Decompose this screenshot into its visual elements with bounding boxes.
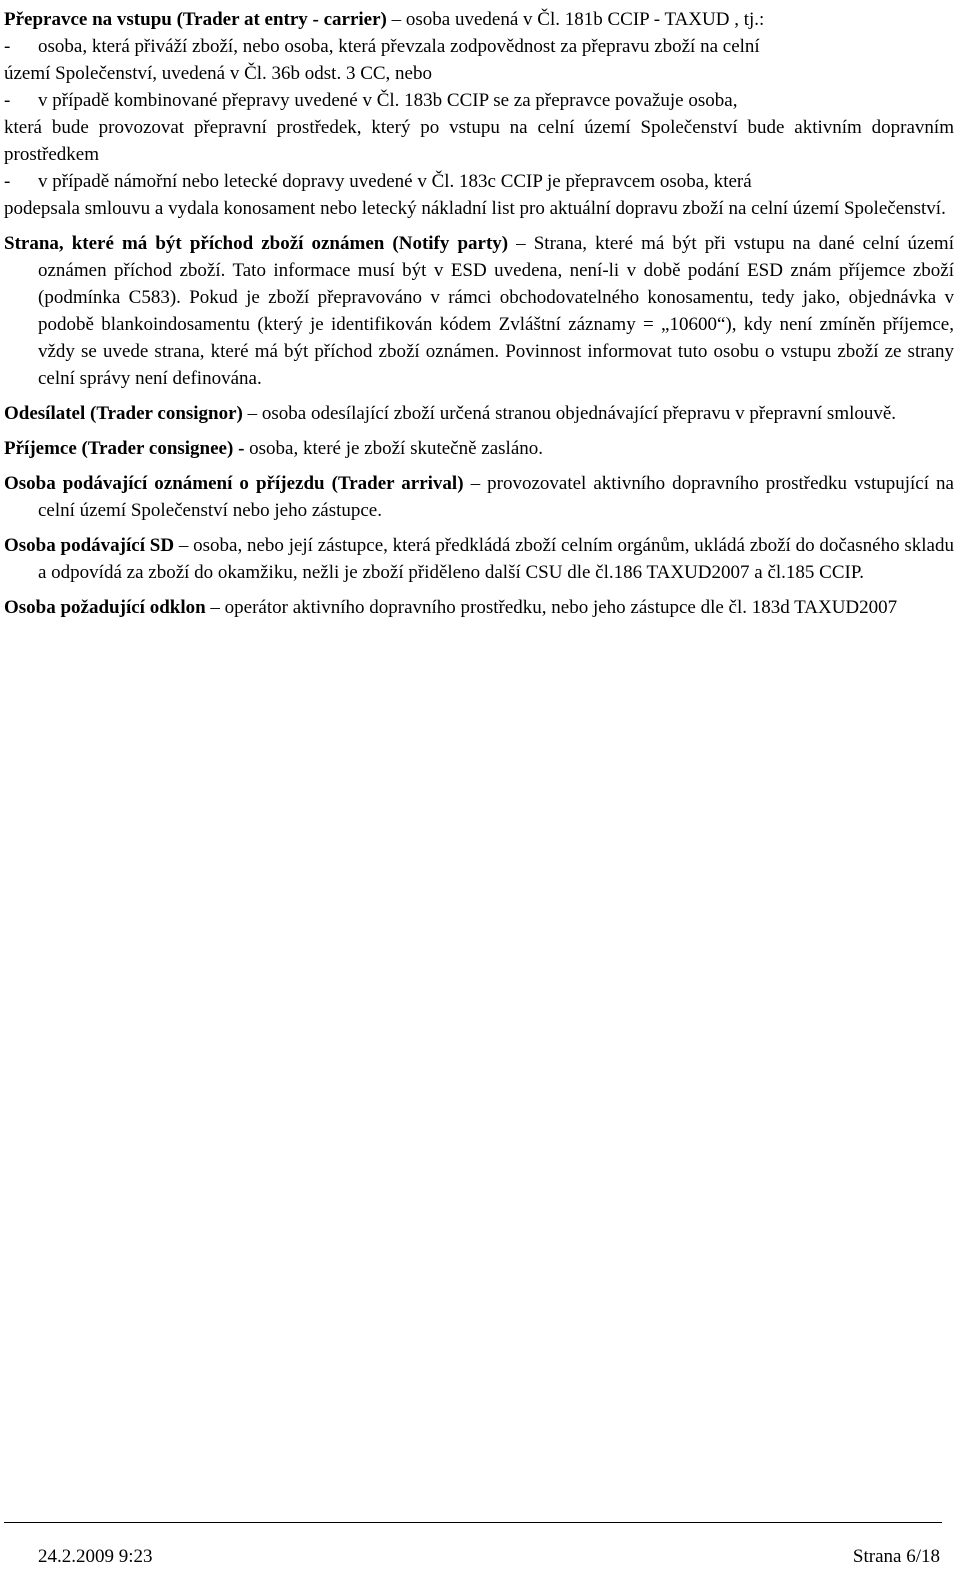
carrier-item-1-line2: území Společenství, uvedená v Čl. 36b odst. 3 CC, nebo bbox=[4, 63, 432, 84]
def-consignor: – osoba odesílající zboží určená stranou objednávající přepravu v přepravní smlouvě. bbox=[242, 403, 897, 424]
definition-diversion bbox=[4, 594, 954, 621]
term-trader-arrival: Osoba podávající oznámení o příjezdu (Trader arrival) bbox=[4, 473, 464, 494]
carrier-item-3 bbox=[4, 168, 954, 222]
term-consignor: Odesílatel (Trader consignor) bbox=[4, 403, 243, 424]
carrier-item-3-cont: podepsala smlouvu a vydala konosament nebo letecký nákladní list pro aktuální dopravu zboží na celní území Společenství. bbox=[4, 198, 946, 219]
carrier-item-2-cont: která bude provozovat přepravní prostředek, který po vstupu na celní území Společenství bude aktivním dopravním prostředkem bbox=[4, 117, 954, 165]
definition-consignor bbox=[4, 400, 954, 427]
def-diversion: – operátor aktivního dopravního prostředku, nebo jeho zástupce dle čl. 183d TAXUD2007 bbox=[205, 597, 898, 618]
footer-date: 24.2.2009 9:23 bbox=[38, 1546, 153, 1567]
definition-notify-party bbox=[4, 230, 954, 392]
def-trader-arrival: – provozovatel aktivního dopravního prostředku vstupující na celní území Společenství nebo jeho zástupce. bbox=[38, 473, 954, 521]
def-carrier: – osoba uvedená v Čl. 181b CCIP - TAXUD , tj.: bbox=[386, 9, 765, 30]
definition-trader-arrival bbox=[4, 470, 954, 524]
carrier-item-1 bbox=[4, 33, 954, 87]
list-dash: - bbox=[4, 90, 11, 111]
carrier-item-2-line1: v případě kombinované přepravy uvedené v Čl. 183b CCIP se za přepravce považuje osoba, bbox=[38, 90, 738, 111]
carrier-item-3-line1: v případě námořní nebo letecké dopravy uvedené v Čl. 183c CCIP je přepravcem osoba, která bbox=[38, 171, 752, 192]
carrier-item-2 bbox=[4, 87, 954, 168]
definition-sd-person bbox=[4, 532, 954, 586]
list-dash: - bbox=[4, 171, 11, 192]
term-notify-party: Strana, které má být příchod zboží oznámen (Notify party) bbox=[4, 233, 509, 254]
list-dash: - bbox=[4, 36, 11, 57]
term-sd-person: Osoba podávající SD bbox=[4, 535, 175, 556]
definition-carrier bbox=[4, 6, 954, 33]
footer-page-number: Strana 6/18 bbox=[852, 1546, 940, 1567]
term-carrier: Přepravce na vstupu (Trader at entry - carrier) bbox=[4, 9, 387, 30]
carrier-item-1-line1: osoba, která přiváží zboží, nebo osoba, která převzala zodpovědnost za přepravu zboží na celní bbox=[38, 36, 760, 57]
term-diversion: Osoba požadující odklon bbox=[4, 597, 206, 618]
def-sd-person: – osoba, nebo její zástupce, která předkládá zboží celním orgánům, ukládá zboží do dočasného skladu a odpovídá za zboží do okamžiku, nežli je zboží přiděleno další CSU dle čl.186 TAXUD2007 a čl.185 CCIP. bbox=[38, 535, 954, 583]
term-consignee: Příjemce (Trader consignee) - bbox=[4, 438, 245, 459]
def-notify-party: – Strana, které má být při vstupu na dané celní území oznámen příchod zboží. Tato informace musí být v ESD uvedena, není-li v době podání ESD znám příjemce zboží (podmínka C583). Pokud je zboží přepravováno v rámci obchodovatelného konosamentu, tedy jako, objednávka v podobě blankoindosamentu (který je identifikován kódem Zvláštní záznamy = „10600“), kdy není zmíněn příjemce, vždy se uvede strana, které má být příchod zboží oznámen. Povinnost informovat tuto osobu o vstupu zboží ze strany celní správy není definována. bbox=[38, 233, 954, 389]
def-consignee: osoba, které je zboží skutečně zasláno. bbox=[244, 438, 544, 459]
footer-divider bbox=[4, 1522, 942, 1523]
document-body bbox=[4, 6, 954, 621]
definition-consignee bbox=[4, 435, 954, 462]
